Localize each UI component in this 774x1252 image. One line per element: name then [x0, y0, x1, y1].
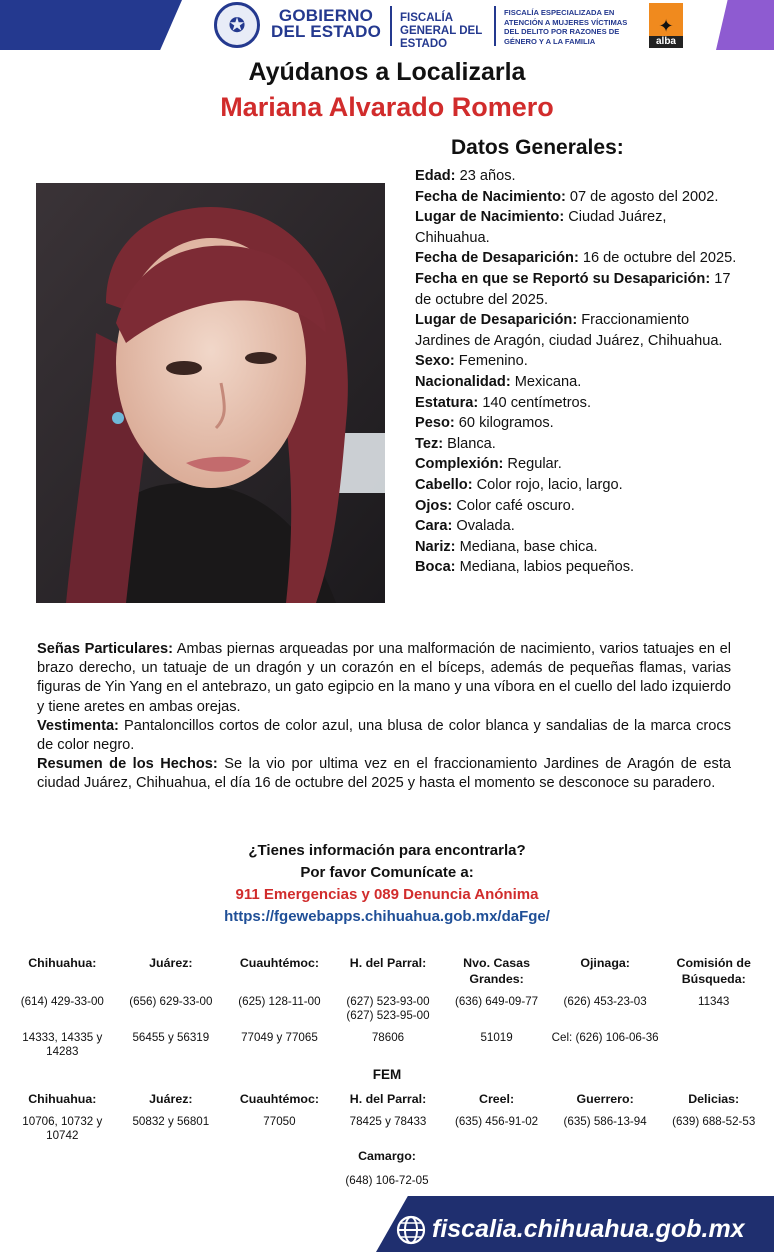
- office-header: Chihuahua:: [28, 956, 97, 970]
- field-label: Fecha de Desaparición:: [415, 250, 579, 267]
- resumen-paragraph: [37, 755, 731, 793]
- fem-header: Guerrero:: [576, 1092, 634, 1106]
- offices-phone-row: [8, 995, 768, 1023]
- office-header: Comisión de Búsqueda:: [676, 956, 751, 986]
- missing-person-photo: [36, 183, 385, 603]
- header-blue-band: [0, 0, 182, 50]
- field-value: Ovalada.: [452, 518, 515, 535]
- field-label: Fecha de Nacimiento:: [415, 188, 566, 205]
- field-value: 60 kilogramos.: [454, 415, 554, 432]
- general-row-boca: [415, 557, 745, 578]
- field-value: 07 de agosto del 2002.: [565, 188, 719, 205]
- contact-question: ¿Tienes información para encontrarla?: [248, 842, 526, 859]
- vestimenta-paragraph: [37, 717, 731, 755]
- field-label: Ojos:: [415, 497, 453, 514]
- state-seal-icon: ✪: [214, 2, 260, 48]
- fem-header: Juárez:: [149, 1092, 193, 1106]
- resumen-label: Resumen de los Hechos:: [37, 756, 218, 773]
- general-row-fecha-reporte: [415, 269, 745, 310]
- office-phone: (656) 629-33-00: [129, 995, 213, 1008]
- general-row-lugar-nacimiento: [415, 207, 745, 248]
- general-row-ojos: [415, 496, 745, 517]
- office-extension: 14333, 14335 y 14283: [22, 1031, 103, 1058]
- office-extension: Cel: (626) 106-06-36: [551, 1031, 659, 1044]
- fem-value: 50832 y 56801: [132, 1115, 210, 1128]
- report-url-link[interactable]: https://fgewebapps.chihuahua.gob.mx/daFge/: [224, 908, 550, 925]
- senas-label: Señas Particulares:: [37, 641, 173, 657]
- missing-person-name: Mariana Alvarado Romero: [220, 92, 554, 122]
- office-phone: (625) 128-11-00: [238, 995, 321, 1008]
- alba-label: alba: [649, 36, 683, 48]
- office-extension: 78606: [371, 1031, 405, 1044]
- field-label: Cara:: [415, 518, 453, 535]
- field-label: Complexión:: [415, 456, 504, 473]
- field-label: Boca:: [415, 559, 456, 576]
- gobierno-logo-text: GOBIERNO DEL ESTADO: [271, 6, 381, 41]
- camargo-block: [0, 1148, 774, 1188]
- office-phone: (636) 649-09-77: [454, 995, 539, 1008]
- office-extension: 51019: [480, 1031, 513, 1044]
- fem-header: Creel:: [479, 1092, 515, 1106]
- page-title: Ayúdanos a Localizarla: [248, 58, 526, 86]
- field-value: Color rojo, lacio, largo.: [472, 476, 623, 493]
- fem-value-row: [8, 1115, 768, 1143]
- field-label: Nacionalidad:: [415, 373, 511, 390]
- field-value: 140 centímetros.: [478, 394, 592, 411]
- field-value: 23 años.: [455, 168, 516, 184]
- header-divider: [494, 6, 496, 46]
- general-row-cabello: [415, 475, 745, 496]
- office-header: Cuauhtémoc:: [239, 956, 319, 970]
- fem-value: (635) 586-13-94: [563, 1115, 647, 1128]
- field-label: Lugar de Nacimiento:: [415, 209, 565, 226]
- field-label: Fecha en que se Reportó su Desaparición:: [415, 270, 711, 287]
- vestimenta-text: Pantaloncillos cortos de color azul, una blusa de color blanca y sandalias de la marca crocs de color negro.: [37, 717, 731, 754]
- general-row-estatura: [415, 393, 745, 414]
- emergency-numbers: 911 Emergencias y 089 Denuncia Anónima: [235, 886, 539, 903]
- resumen-text: Se la vio por ultima vez en el fraccionamiento Jardines de Aragón de esta ciudad Juárez, Chihuahua, el día 16 de octubre del 2025 y hasta el momento se desconoce su paradero.: [37, 756, 731, 792]
- field-label: Nariz:: [415, 538, 456, 555]
- fem-header: H. del Parral:: [349, 1092, 427, 1106]
- alba-logo-icon: [649, 3, 683, 48]
- fiscalia-logo-text: FISCALÍA GENERAL DEL ESTADO: [400, 12, 483, 50]
- general-row-nacionalidad: [415, 372, 745, 393]
- field-label: Cabello:: [415, 476, 473, 493]
- office-header: H. del Parral:: [349, 956, 427, 970]
- fem-value: (635) 456-91-02: [454, 1115, 539, 1128]
- field-value: Blanca.: [443, 435, 496, 452]
- field-label: Peso:: [415, 415, 455, 432]
- general-data-heading: Datos Generales:: [451, 136, 624, 159]
- field-value: Ciudad Juárez, Chihuahua.: [415, 209, 667, 246]
- office-phone: 11343: [698, 995, 730, 1008]
- general-row-edad: [415, 166, 745, 187]
- general-data-list: [415, 166, 745, 578]
- office-phone: (614) 429-33-00: [20, 995, 104, 1008]
- general-row-nariz: [415, 537, 745, 558]
- camargo-label: Camargo:: [358, 1149, 416, 1163]
- office-phone: (626) 453-23-03: [563, 995, 647, 1008]
- office-extension: 56455 y 56319: [132, 1031, 210, 1044]
- header-divider: [390, 6, 392, 46]
- general-row-lugar-desaparicion: [415, 310, 745, 351]
- general-row-fecha-desaparicion: [415, 248, 745, 269]
- senas-particulares-paragraph: [37, 640, 731, 717]
- footer-website-link[interactable]: fiscalia.chihuahua.gob.mx: [432, 1215, 745, 1243]
- contact-please: Por favor Comunícate a:: [300, 864, 474, 881]
- field-label: Edad:: [415, 168, 456, 184]
- field-value: Mexicana.: [510, 373, 582, 390]
- header-purple-band: [716, 0, 774, 50]
- field-value: Mediana, labios pequeños.: [455, 559, 635, 576]
- camargo-phone: (648) 106-72-05: [345, 1174, 429, 1187]
- office-extension: 77049 y 77065: [241, 1031, 318, 1044]
- office-extension: [659, 1031, 768, 1059]
- fem-logo-text: FISCALÍA ESPECIALIZADA EN ATENCIÓN A MUJERES VÍCTIMAS DEL DELITO POR RAZONES DE GÉNERO Y A LA FAMILIA: [504, 8, 628, 46]
- details-section: [37, 640, 731, 794]
- general-row-fecha-nacimiento: [415, 187, 745, 208]
- office-header: Nvo. Casas Grandes:: [463, 956, 530, 986]
- fem-header: Cuauhtémoc:: [239, 1092, 319, 1106]
- offices-extension-row: [8, 1031, 768, 1059]
- general-row-cara: [415, 516, 745, 537]
- field-value: Fraccionamiento Jardines de Aragón, ciudad Juárez, Chihuahua.: [415, 312, 723, 349]
- header-bar: [0, 0, 774, 50]
- field-value: Femenino.: [454, 353, 528, 370]
- office-phone: (627) 523-93-00 (627) 523-95-00: [346, 995, 430, 1022]
- alba-figure-icon: ✦: [658, 16, 674, 36]
- contact-section: [0, 840, 774, 928]
- office-header: Ojinaga:: [580, 956, 630, 970]
- fem-value: (639) 688-52-53: [672, 1115, 756, 1128]
- field-value: Regular.: [503, 456, 562, 473]
- fem-heading: FEM: [372, 1067, 402, 1082]
- fem-header: Chihuahua:: [28, 1092, 97, 1106]
- general-row-tez: [415, 434, 745, 455]
- field-label: Tez:: [415, 435, 444, 452]
- general-row-complexion: [415, 454, 745, 475]
- field-value: 17 de octubre del 2025.: [415, 270, 731, 308]
- field-value: Mediana, base chica.: [455, 538, 598, 555]
- fem-value: 78425 y 78433: [349, 1115, 427, 1128]
- vestimenta-label: Vestimenta:: [37, 717, 119, 734]
- fem-value: 10706, 10732 y 10742: [22, 1115, 103, 1142]
- offices-header-row: [8, 955, 768, 987]
- field-label: Estatura:: [415, 394, 479, 411]
- fem-header-row: [8, 1091, 768, 1107]
- general-row-sexo: [415, 351, 745, 372]
- field-value: 16 de octubre del 2025.: [578, 250, 737, 267]
- fem-value: 77050: [263, 1115, 296, 1128]
- web-globe-icon: [396, 1215, 426, 1245]
- field-label: Lugar de Desaparición:: [415, 312, 578, 329]
- field-value: Color café oscuro.: [452, 497, 575, 514]
- office-header: Juárez:: [149, 956, 193, 970]
- field-label: Sexo:: [415, 353, 455, 370]
- senas-text: Ambas piernas arqueadas por una malformación de nacimiento, varios tatuajes en el brazo derecho, un tatuaje de un dragón y un corazón en el bíceps, además de pequeñas flamas, varias figuras de Yin Yang en el antebrazo, un gato egipcio en la mano y una víbora en el cuello del lado izquierdo y tiene aretes en ambas orejas.: [37, 641, 731, 715]
- fem-header: Delicias:: [688, 1092, 740, 1106]
- general-row-peso: [415, 413, 745, 434]
